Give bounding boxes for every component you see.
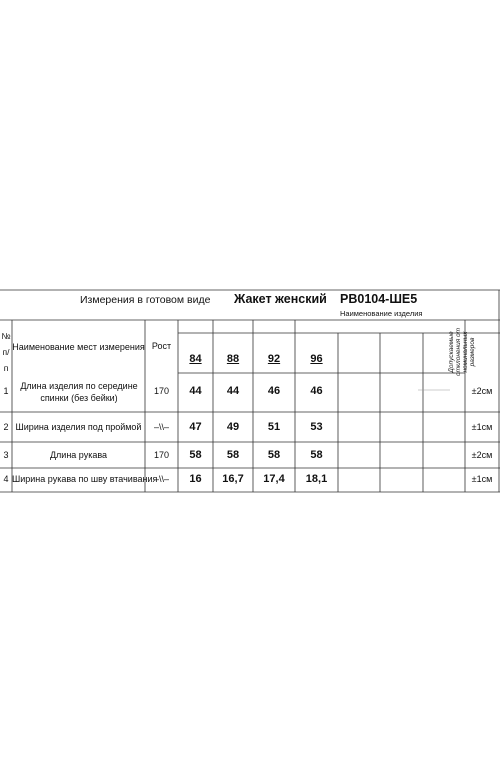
row-4-value-1: 16 xyxy=(189,473,202,485)
col-no-label: № п/ п xyxy=(1,331,11,373)
row-4-value-4: 18,1 xyxy=(305,473,328,485)
row-2-value-4: 53 xyxy=(310,421,323,433)
row-1-tolerance: ±2см xyxy=(471,386,493,396)
sheet-title: Измерения в готовом виде xyxy=(80,294,211,306)
size-header-3: 92 xyxy=(267,353,281,365)
row-1-value-1: 44 xyxy=(189,385,202,397)
row-2-tolerance: ±1см xyxy=(471,422,493,432)
product-name: Жакет женский xyxy=(234,292,327,306)
product-code: РВ0104-ШЕ5 xyxy=(340,292,418,306)
row-2-value-2: 49 xyxy=(226,421,240,433)
row-4-value-2: 16,7 xyxy=(222,473,244,485)
row-2-name: Ширина изделия под проймой xyxy=(15,422,142,432)
row-1-height: 170 xyxy=(153,386,170,396)
row-2-value-1: 47 xyxy=(189,421,202,433)
row-3-no: 3 xyxy=(3,450,9,460)
col-no-header xyxy=(0,328,12,376)
row-4-no: 4 xyxy=(3,474,9,484)
row-3-name: Длина рукава xyxy=(49,450,108,460)
row-4-tolerance: ±1см xyxy=(471,474,493,484)
row-3-value-4: 58 xyxy=(310,449,323,461)
row-1-no: 1 xyxy=(3,386,9,396)
size-header-1: 84 xyxy=(189,353,202,365)
row-1-name: Длина изделия по середине спинки (без бейки) xyxy=(20,381,138,403)
row-3-tolerance: ±2см xyxy=(471,450,493,460)
row-1-value-2: 44 xyxy=(226,385,240,397)
row-3-height: 170 xyxy=(153,450,170,460)
col-tolerance-label: Допускаемые отклонения от номинальных размеров xyxy=(448,327,476,377)
col-name-header: Наименование мест измерения xyxy=(12,342,145,352)
row-2-height: –\\– xyxy=(153,422,169,432)
col-height-header: Рост xyxy=(151,341,172,351)
row-2-value-3: 51 xyxy=(267,421,281,433)
row-1-value-3: 46 xyxy=(267,385,281,397)
col-tolerance-header xyxy=(448,317,482,387)
row-3-value-3: 58 xyxy=(267,449,281,461)
row-1-value-4: 46 xyxy=(310,385,323,397)
size-header-2: 88 xyxy=(226,353,240,365)
row-4-value-3: 17,4 xyxy=(263,473,285,485)
row-3-value-2: 58 xyxy=(226,449,240,461)
product-caption: Наименование изделия xyxy=(340,309,423,318)
row-4-name: Ширина рукава по шву втачивания xyxy=(12,474,158,484)
row-2-no: 2 xyxy=(3,422,9,432)
size-header-4: 96 xyxy=(310,353,323,365)
row-3-value-1: 58 xyxy=(189,449,202,461)
row-4-height: –\\– xyxy=(153,474,169,484)
